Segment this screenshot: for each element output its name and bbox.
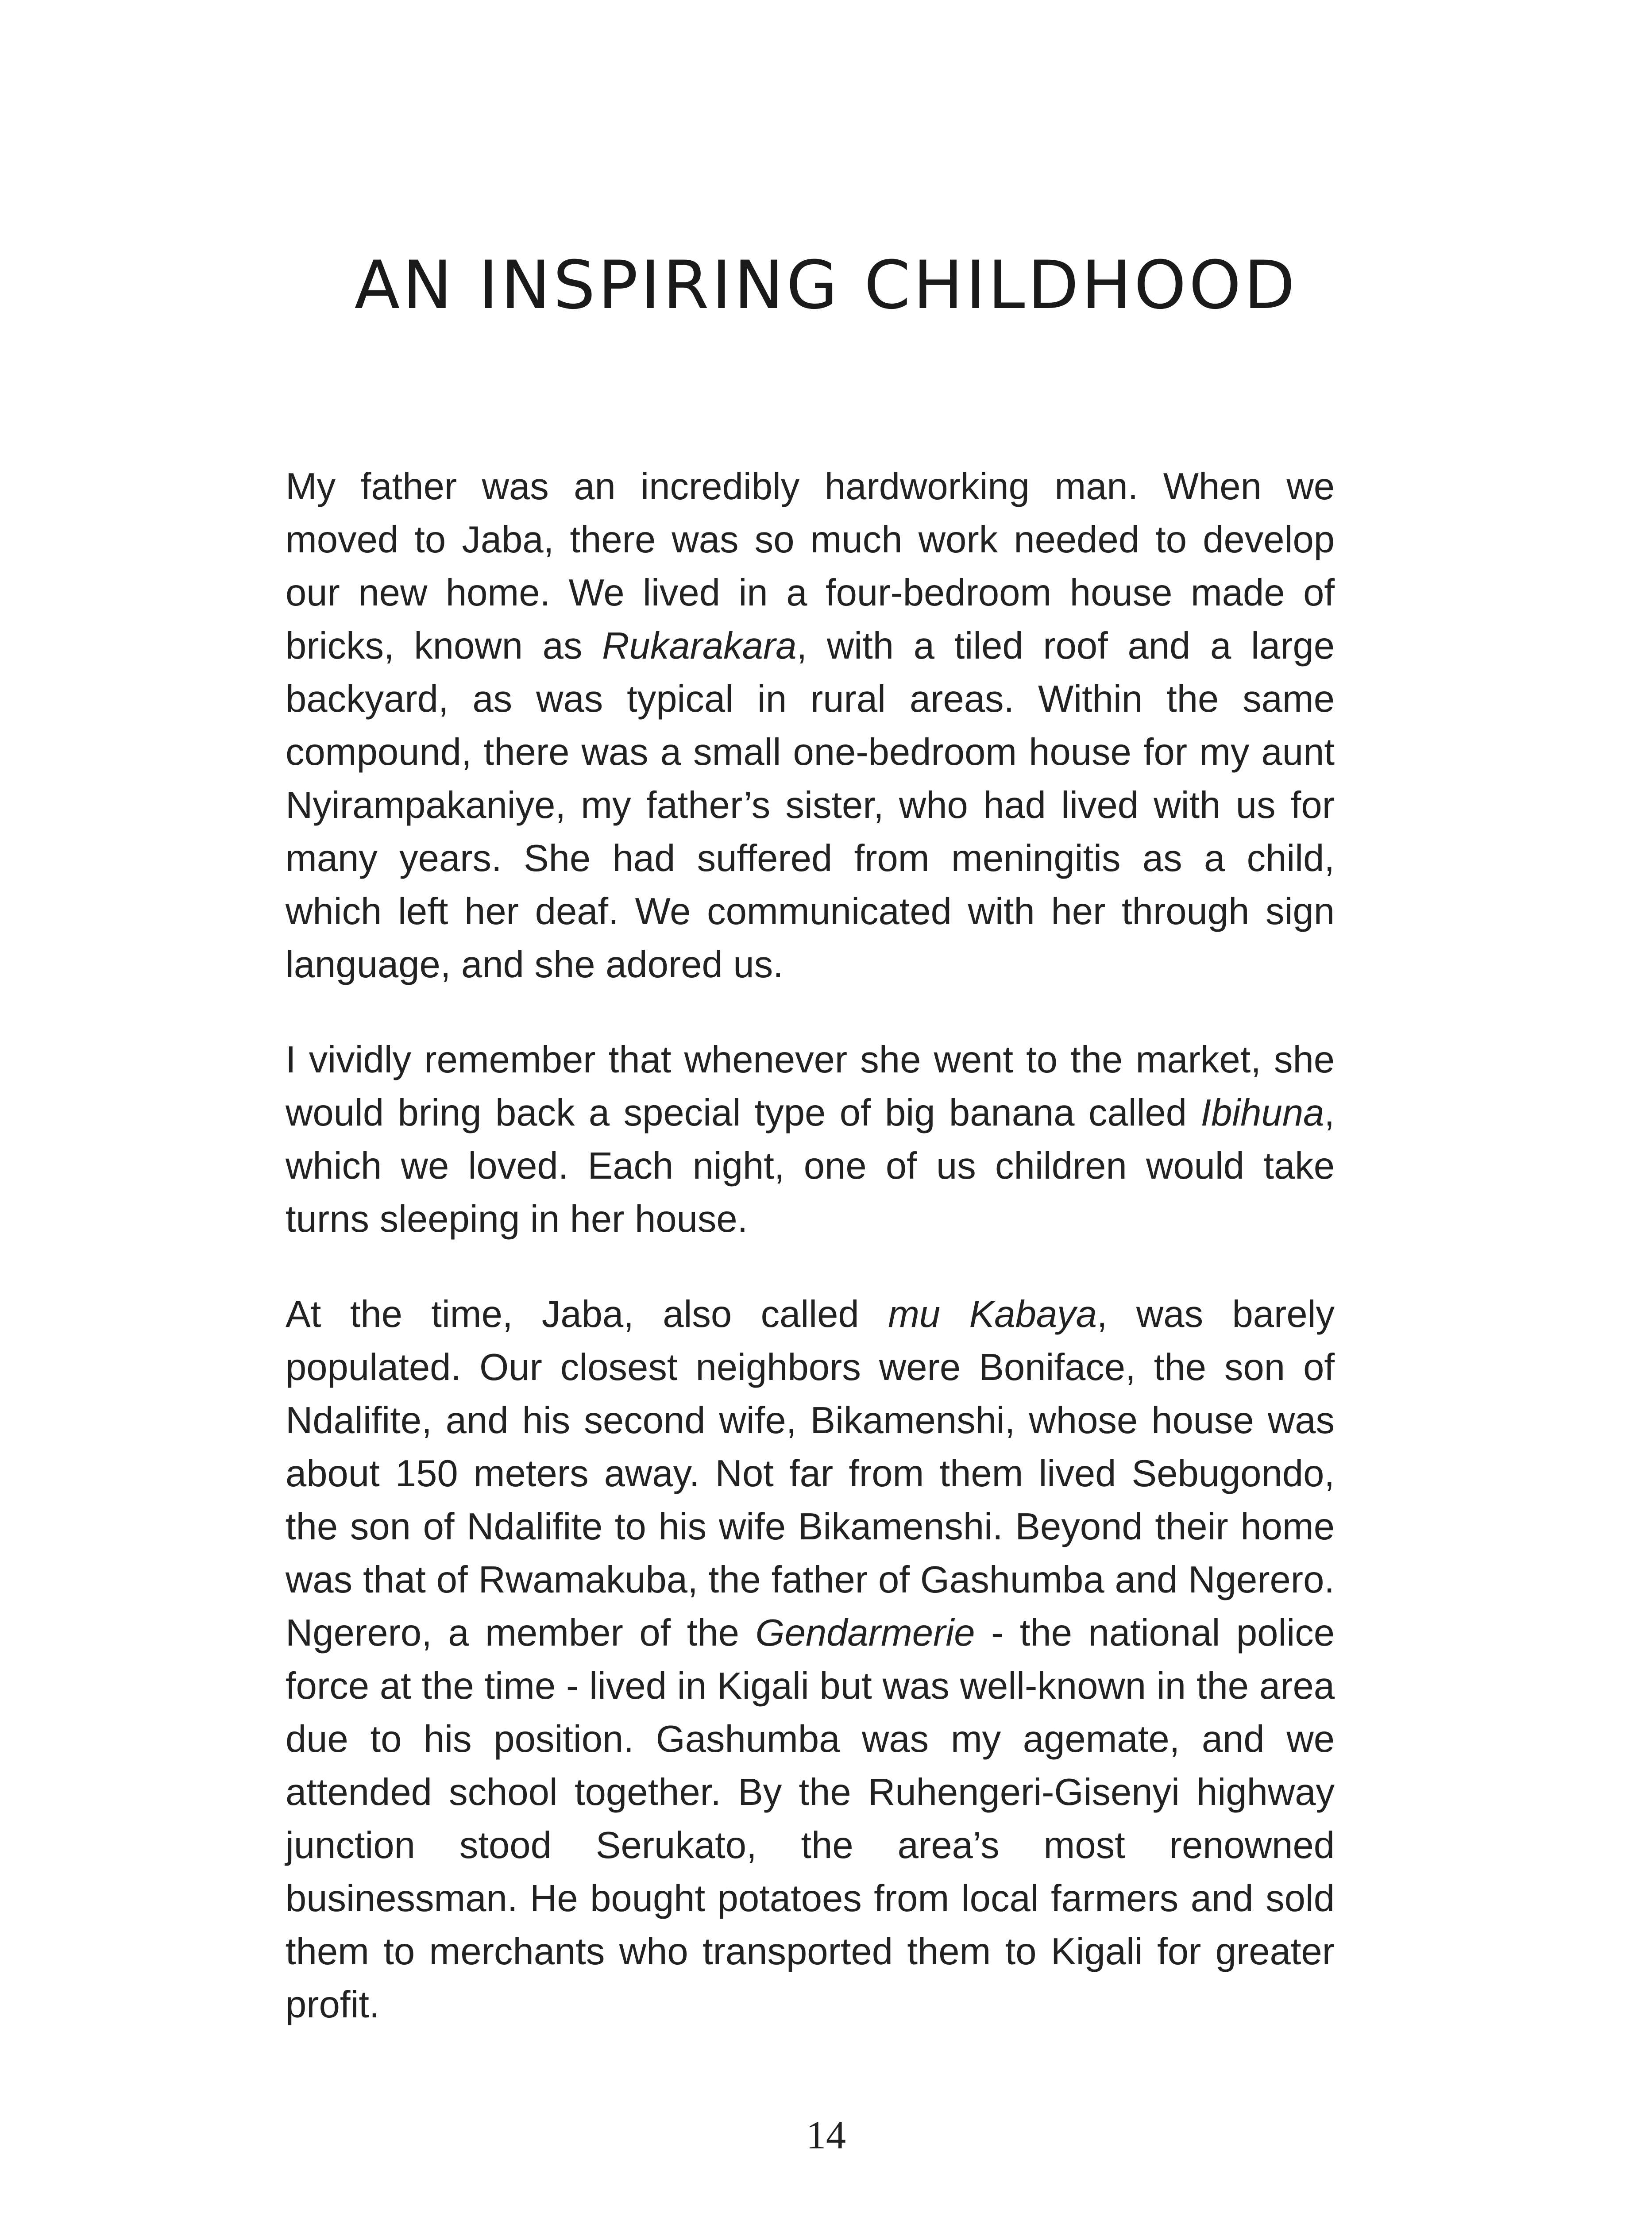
paragraph-text: , with a tiled roof and a large backyard, as was typical in rural areas. Within the same compound, there was a small one-bedroom house for my aunt Nyirampakaniye, my father’s sister, who had lived with us for many years. She had suffered from meningitis as a child, which left her deaf. We communicated with her through sign language, and she adored us. [286, 625, 1335, 986]
paragraph-text: , which we loved. Each night, one of us children would take turns sleeping in her house. [286, 1092, 1335, 1240]
italic-term: Gendarmerie [755, 1612, 975, 1654]
paragraph-text: My father was an incredibly hardworking man. When we moved to Jaba, there was so much work needed to develop our new home. We lived in a four-bedroom house made of bricks, known as [286, 466, 1335, 667]
italic-term: Ibihuna [1200, 1092, 1324, 1134]
italic-term: Rukarakara [602, 625, 797, 667]
chapter-title: AN INSPIRING CHILDHOOD [354, 247, 1298, 324]
paragraph-text: - the national police force at the time - lived in Kigali but was well-known in the area due to his position. Gashumba was my agemate, and we attended school together. By the Ruhengeri-Gisenyi highway junction stood Serukato, the area’s most renowned businessman. He bought potatoes from local farmers and sold them to merchants who transported them to Kigali for greater profit. [286, 1612, 1335, 2026]
page-number: 14 [806, 2113, 846, 2157]
paragraph-text: At the time, Jaba, also called [286, 1293, 888, 1335]
body-text [286, 460, 1335, 2074]
paragraph [286, 1288, 1335, 2032]
paragraph [286, 460, 1335, 991]
paragraph [286, 1033, 1335, 1246]
paragraph-text: I vividly remember that whenever she went to the market, she would bring back a special type of big banana called [286, 1039, 1335, 1134]
italic-term: mu Kabaya [888, 1293, 1097, 1335]
paragraph-text: , was barely populated. Our closest neighbors were Boniface, the son of Ndalifite, and his second wife, Bikamenshi, whose house was about 150 meters away. Not far from them lived Sebugondo, the son of Ndalifite to his wife Bikamenshi. Beyond their home was that of Rwamakuba, the father of Gashumba and Ngerero. Ngerero, a member of the [286, 1293, 1335, 1654]
